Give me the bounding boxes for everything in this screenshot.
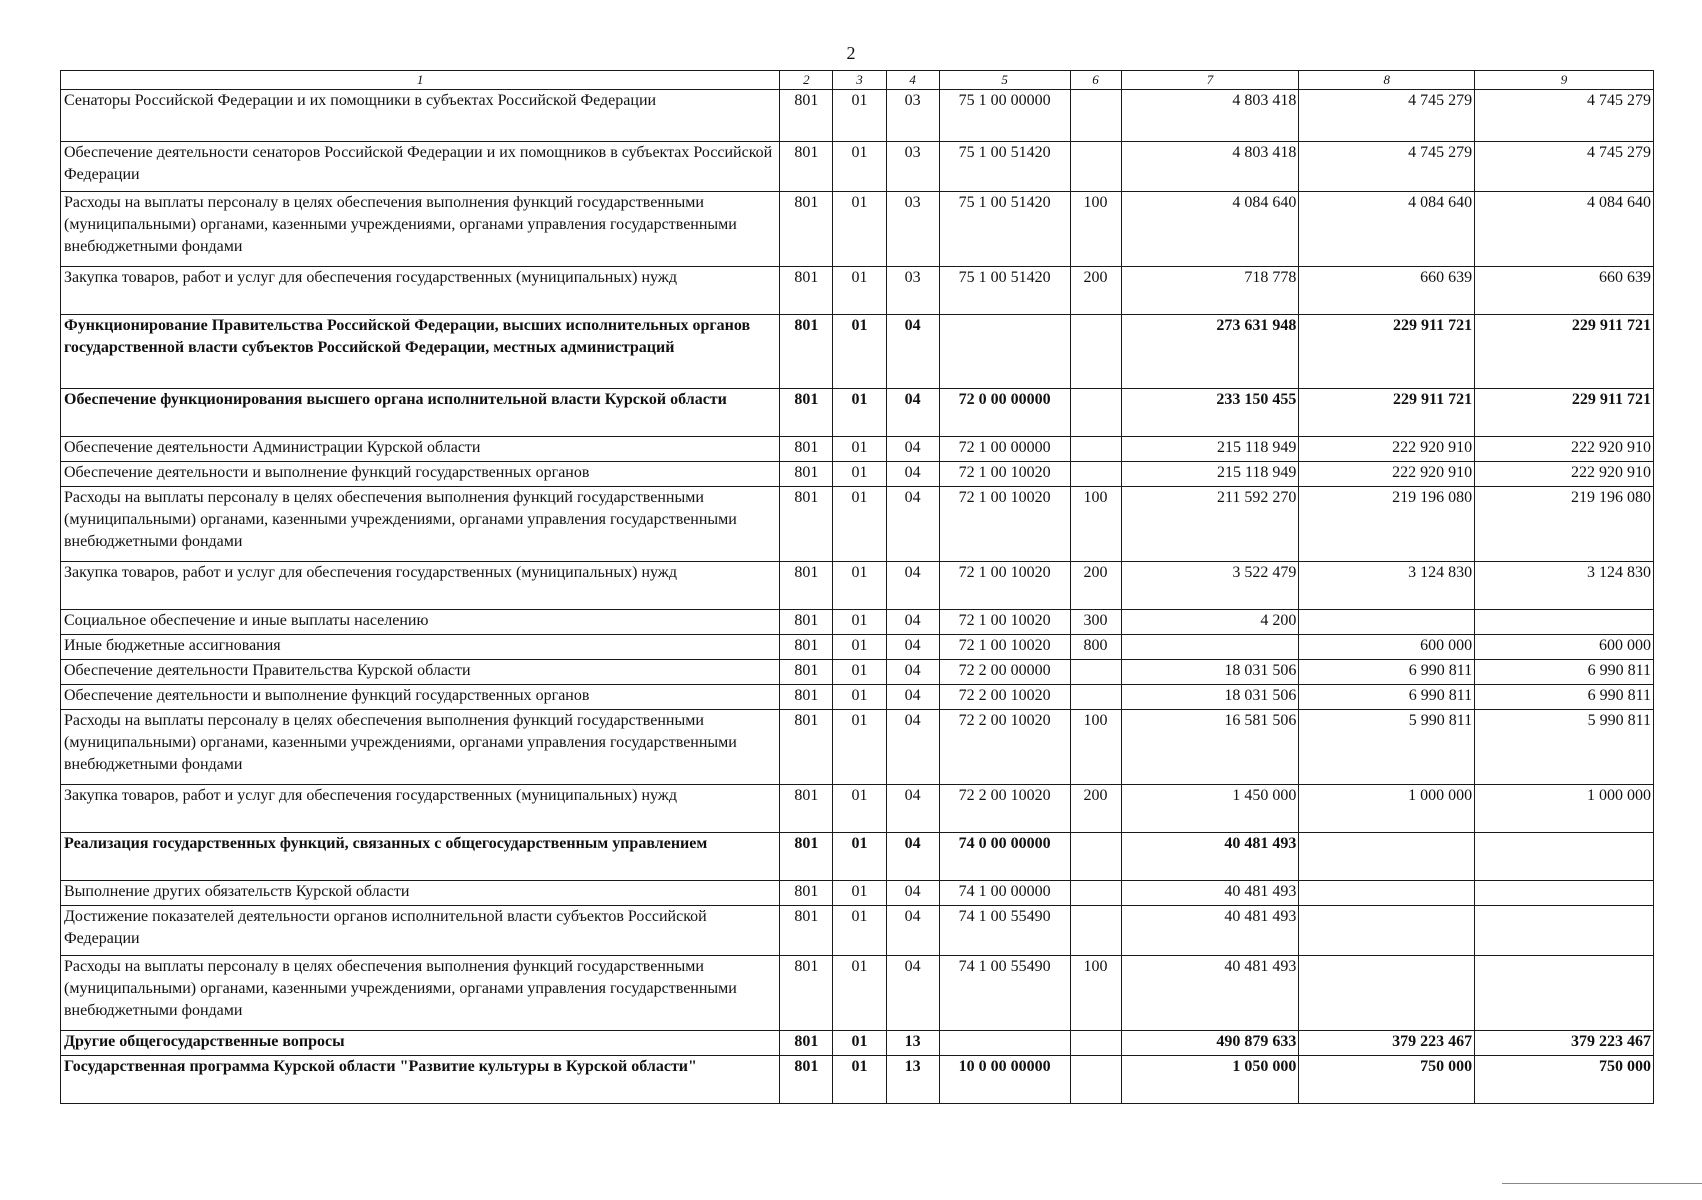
row-name: Обеспечение деятельности и выполнение функций государственных органов: [61, 462, 780, 487]
table-row: [61, 710, 1654, 785]
row-name: Обеспечение деятельности Администрации Курской области: [61, 437, 780, 462]
row-amount-col7: 718 778: [1121, 267, 1299, 315]
row-vr-code: [1070, 462, 1121, 487]
row-amount-col7: 1 450 000: [1121, 785, 1299, 833]
row-csr-code: 74 1 00 00000: [939, 881, 1070, 906]
row-name: Функционирование Правительства Российской Федерации, высших исполнительных органов государственной власти субъектов Российской Федерации, местных администраций: [61, 315, 780, 389]
row-rz-code: 01: [833, 881, 886, 906]
row-rz-code: 01: [833, 635, 886, 660]
row-amount-col7: 3 522 479: [1121, 562, 1299, 610]
row-gr-code: 801: [780, 437, 833, 462]
row-vr-code: [1070, 90, 1121, 142]
row-name: Расходы на выплаты персоналу в целях обеспечения выполнения функций государственными (муниципальными) органами, казенными учреждениями, органами управления государственными внебюджетными фондами: [61, 710, 780, 785]
row-amount-col9: 229 911 721: [1475, 389, 1654, 437]
row-gr-code: 801: [780, 142, 833, 192]
row-amount-col9: 4 745 279: [1475, 90, 1654, 142]
row-csr-code: 75 1 00 51420: [939, 142, 1070, 192]
row-amount-col9: 222 920 910: [1475, 462, 1654, 487]
table-row: [61, 90, 1654, 142]
row-amount-col8: 222 920 910: [1299, 437, 1475, 462]
row-rz-code: 01: [833, 685, 886, 710]
row-vr-code: [1070, 142, 1121, 192]
row-vr-code: 300: [1070, 610, 1121, 635]
row-name: Обеспечение функционирования высшего органа исполнительной власти Курской области: [61, 389, 780, 437]
row-rz-code: 01: [833, 1031, 886, 1056]
row-name: Государственная программа Курской области "Развитие культуры в Курской области": [61, 1056, 780, 1104]
row-amount-col9: 4 745 279: [1475, 142, 1654, 192]
table-row: [61, 142, 1654, 192]
row-name: Выполнение других обязательств Курской области: [61, 881, 780, 906]
row-rz-code: 01: [833, 833, 886, 881]
table-row: [61, 785, 1654, 833]
row-amount-col7: 18 031 506: [1121, 685, 1299, 710]
row-csr-code: 72 1 00 10020: [939, 635, 1070, 660]
row-gr-code: 801: [780, 881, 833, 906]
row-csr-code: 72 2 00 10020: [939, 785, 1070, 833]
row-gr-code: 801: [780, 710, 833, 785]
row-csr-code: 74 0 00 00000: [939, 833, 1070, 881]
row-rz-code: 01: [833, 710, 886, 785]
table-row: [61, 1056, 1654, 1104]
row-gr-code: 801: [780, 462, 833, 487]
row-amount-col7: 233 150 455: [1121, 389, 1299, 437]
row-csr-code: 74 1 00 55490: [939, 906, 1070, 956]
table-row: [61, 833, 1654, 881]
row-gr-code: 801: [780, 487, 833, 562]
row-amount-col8: 6 990 811: [1299, 685, 1475, 710]
row-pr-code: 03: [886, 267, 939, 315]
row-amount-col8: 6 990 811: [1299, 660, 1475, 685]
row-csr-code: [939, 315, 1070, 389]
row-vr-code: 100: [1070, 956, 1121, 1031]
row-name: Реализация государственных функций, связанных с общегосударственным управлением: [61, 833, 780, 881]
row-pr-code: 04: [886, 710, 939, 785]
row-pr-code: 13: [886, 1031, 939, 1056]
row-pr-code: 03: [886, 142, 939, 192]
row-amount-col9: 600 000: [1475, 635, 1654, 660]
row-gr-code: 801: [780, 90, 833, 142]
row-gr-code: 801: [780, 785, 833, 833]
row-gr-code: 801: [780, 956, 833, 1031]
table-row: [61, 635, 1654, 660]
row-vr-code: [1070, 685, 1121, 710]
row-vr-code: 100: [1070, 710, 1121, 785]
row-amount-col7: 18 031 506: [1121, 660, 1299, 685]
table-row: [61, 462, 1654, 487]
column-header-1: 1: [61, 71, 780, 90]
column-header-8: 8: [1299, 71, 1475, 90]
row-vr-code: 100: [1070, 487, 1121, 562]
row-csr-code: [939, 1031, 1070, 1056]
row-amount-col9: 219 196 080: [1475, 487, 1654, 562]
row-pr-code: 04: [886, 881, 939, 906]
table-row: [61, 610, 1654, 635]
row-csr-code: 72 1 00 00000: [939, 437, 1070, 462]
row-amount-col9: [1475, 881, 1654, 906]
row-csr-code: 75 1 00 51420: [939, 192, 1070, 267]
row-amount-col8: 4 745 279: [1299, 142, 1475, 192]
row-gr-code: 801: [780, 1056, 833, 1104]
row-pr-code: 04: [886, 562, 939, 610]
row-amount-col9: 3 124 830: [1475, 562, 1654, 610]
row-pr-code: 04: [886, 610, 939, 635]
row-gr-code: 801: [780, 562, 833, 610]
row-vr-code: 200: [1070, 267, 1121, 315]
row-name: Достижение показателей деятельности органов исполнительной власти субъектов Российской Федерации: [61, 906, 780, 956]
row-vr-code: [1070, 437, 1121, 462]
row-amount-col9: 750 000: [1475, 1056, 1654, 1104]
row-name: Обеспечение деятельности Правительства Курской области: [61, 660, 780, 685]
row-name: Расходы на выплаты персоналу в целях обеспечения выполнения функций государственными (муниципальными) органами, казенными учреждениями, органами управления государственными внебюджетными фондами: [61, 192, 780, 267]
column-header-7: 7: [1121, 71, 1299, 90]
column-header-2: 2: [780, 71, 833, 90]
row-amount-col7: 4 803 418: [1121, 90, 1299, 142]
row-csr-code: 72 2 00 00000: [939, 660, 1070, 685]
row-csr-code: 74 1 00 55490: [939, 956, 1070, 1031]
row-rz-code: 01: [833, 462, 886, 487]
row-amount-col8: [1299, 610, 1475, 635]
row-pr-code: 04: [886, 635, 939, 660]
row-rz-code: 01: [833, 1056, 886, 1104]
row-amount-col9: 6 990 811: [1475, 685, 1654, 710]
row-vr-code: [1070, 1056, 1121, 1104]
row-name: Расходы на выплаты персоналу в целях обеспечения выполнения функций государственными (муниципальными) органами, казенными учреждениями, органами управления государственными внебюджетными фондами: [61, 487, 780, 562]
row-pr-code: 04: [886, 906, 939, 956]
row-pr-code: 04: [886, 956, 939, 1031]
row-vr-code: [1070, 833, 1121, 881]
table-row: [61, 956, 1654, 1031]
row-amount-col8: 750 000: [1299, 1056, 1475, 1104]
row-gr-code: 801: [780, 389, 833, 437]
row-rz-code: 01: [833, 90, 886, 142]
row-amount-col8: 3 124 830: [1299, 562, 1475, 610]
row-rz-code: 01: [833, 192, 886, 267]
row-vr-code: [1070, 881, 1121, 906]
row-rz-code: 01: [833, 562, 886, 610]
row-amount-col9: [1475, 833, 1654, 881]
row-amount-col7: 490 879 633: [1121, 1031, 1299, 1056]
table-body: [61, 90, 1654, 1104]
row-name: Другие общегосударственные вопросы: [61, 1031, 780, 1056]
row-amount-col7: 1 050 000: [1121, 1056, 1299, 1104]
row-rz-code: 01: [833, 660, 886, 685]
row-amount-col9: 660 639: [1475, 267, 1654, 315]
row-vr-code: 100: [1070, 192, 1121, 267]
row-amount-col8: 219 196 080: [1299, 487, 1475, 562]
table-row: [61, 562, 1654, 610]
row-name: Закупка товаров, работ и услуг для обеспечения государственных (муниципальных) нужд: [61, 785, 780, 833]
row-rz-code: 01: [833, 142, 886, 192]
row-amount-col7: [1121, 635, 1299, 660]
row-amount-col7: 273 631 948: [1121, 315, 1299, 389]
row-vr-code: [1070, 1031, 1121, 1056]
row-name: Сенаторы Российской Федерации и их помощники в субъектах Российской Федерации: [61, 90, 780, 142]
column-header-9: 9: [1475, 71, 1654, 90]
row-gr-code: 801: [780, 833, 833, 881]
row-name: Обеспечение деятельности и выполнение функций государственных органов: [61, 685, 780, 710]
row-pr-code: 13: [886, 1056, 939, 1104]
row-amount-col9: 229 911 721: [1475, 315, 1654, 389]
row-vr-code: [1070, 315, 1121, 389]
row-amount-col9: [1475, 610, 1654, 635]
row-amount-col8: 4 084 640: [1299, 192, 1475, 267]
row-rz-code: 01: [833, 956, 886, 1031]
row-csr-code: 72 1 00 10020: [939, 462, 1070, 487]
row-pr-code: 03: [886, 90, 939, 142]
row-amount-col8: 600 000: [1299, 635, 1475, 660]
row-amount-col8: [1299, 881, 1475, 906]
table-row: [61, 487, 1654, 562]
table-row: [61, 881, 1654, 906]
row-amount-col8: 229 911 721: [1299, 315, 1475, 389]
row-amount-col9: [1475, 906, 1654, 956]
row-amount-col9: [1475, 956, 1654, 1031]
row-gr-code: 801: [780, 610, 833, 635]
row-amount-col8: 660 639: [1299, 267, 1475, 315]
row-rz-code: 01: [833, 487, 886, 562]
row-rz-code: 01: [833, 785, 886, 833]
row-amount-col8: 5 990 811: [1299, 710, 1475, 785]
row-amount-col9: 5 990 811: [1475, 710, 1654, 785]
row-amount-col8: [1299, 833, 1475, 881]
row-pr-code: 04: [886, 833, 939, 881]
row-vr-code: [1070, 389, 1121, 437]
row-gr-code: 801: [780, 660, 833, 685]
scan-edge-line: [1502, 1183, 1702, 1184]
row-pr-code: 04: [886, 389, 939, 437]
row-pr-code: 04: [886, 437, 939, 462]
row-rz-code: 01: [833, 610, 886, 635]
column-number-header-row: [61, 71, 1654, 90]
table-row: [61, 389, 1654, 437]
column-header-4: 4: [886, 71, 939, 90]
row-amount-col7: 4 084 640: [1121, 192, 1299, 267]
row-name: Закупка товаров, работ и услуг для обеспечения государственных (муниципальных) нужд: [61, 267, 780, 315]
row-rz-code: 01: [833, 389, 886, 437]
row-pr-code: 04: [886, 660, 939, 685]
budget-table: [60, 70, 1654, 1104]
column-header-5: 5: [939, 71, 1070, 90]
table-row: [61, 660, 1654, 685]
row-pr-code: 04: [886, 487, 939, 562]
row-csr-code: 72 2 00 10020: [939, 685, 1070, 710]
row-pr-code: 04: [886, 785, 939, 833]
row-pr-code: 04: [886, 462, 939, 487]
row-amount-col9: 379 223 467: [1475, 1031, 1654, 1056]
row-amount-col7: 4 200: [1121, 610, 1299, 635]
table-row: [61, 437, 1654, 462]
row-amount-col8: 4 745 279: [1299, 90, 1475, 142]
column-header-3: 3: [833, 71, 886, 90]
row-pr-code: 03: [886, 192, 939, 267]
row-rz-code: 01: [833, 267, 886, 315]
row-vr-code: 200: [1070, 562, 1121, 610]
row-amount-col9: 222 920 910: [1475, 437, 1654, 462]
row-amount-col7: 215 118 949: [1121, 462, 1299, 487]
row-csr-code: 75 1 00 51420: [939, 267, 1070, 315]
row-amount-col7: 40 481 493: [1121, 906, 1299, 956]
row-amount-col8: 379 223 467: [1299, 1031, 1475, 1056]
row-gr-code: 801: [780, 906, 833, 956]
row-name: Обеспечение деятельности сенаторов Российской Федерации и их помощников в субъектах Российской Федерации: [61, 142, 780, 192]
row-name: Социальное обеспечение и иные выплаты населению: [61, 610, 780, 635]
table-row: [61, 267, 1654, 315]
page-number: 2: [846, 43, 856, 63]
row-rz-code: 01: [833, 315, 886, 389]
row-amount-col7: 211 592 270: [1121, 487, 1299, 562]
row-csr-code: 72 2 00 10020: [939, 710, 1070, 785]
row-amount-col8: 222 920 910: [1299, 462, 1475, 487]
row-gr-code: 801: [780, 192, 833, 267]
row-amount-col7: 215 118 949: [1121, 437, 1299, 462]
row-gr-code: 801: [780, 1031, 833, 1056]
table-row: [61, 685, 1654, 710]
row-amount-col8: 229 911 721: [1299, 389, 1475, 437]
row-vr-code: [1070, 660, 1121, 685]
row-amount-col9: 4 084 640: [1475, 192, 1654, 267]
row-vr-code: 800: [1070, 635, 1121, 660]
row-amount-col7: 40 481 493: [1121, 881, 1299, 906]
row-gr-code: 801: [780, 635, 833, 660]
row-vr-code: [1070, 906, 1121, 956]
row-amount-col9: 1 000 000: [1475, 785, 1654, 833]
row-gr-code: 801: [780, 267, 833, 315]
table-row: [61, 1031, 1654, 1056]
row-amount-col7: 4 803 418: [1121, 142, 1299, 192]
row-rz-code: 01: [833, 906, 886, 956]
row-amount-col7: 40 481 493: [1121, 956, 1299, 1031]
row-csr-code: 75 1 00 00000: [939, 90, 1070, 142]
table-row: [61, 192, 1654, 267]
table-row: [61, 315, 1654, 389]
row-csr-code: 72 1 00 10020: [939, 610, 1070, 635]
row-name: Расходы на выплаты персоналу в целях обеспечения выполнения функций государственными (муниципальными) органами, казенными учреждениями, органами управления государственными внебюджетными фондами: [61, 956, 780, 1031]
row-csr-code: 10 0 00 00000: [939, 1056, 1070, 1104]
table-row: [61, 906, 1654, 956]
row-csr-code: 72 0 00 00000: [939, 389, 1070, 437]
row-gr-code: 801: [780, 685, 833, 710]
row-amount-col9: 6 990 811: [1475, 660, 1654, 685]
row-name: Иные бюджетные ассигнования: [61, 635, 780, 660]
row-vr-code: 200: [1070, 785, 1121, 833]
row-rz-code: 01: [833, 437, 886, 462]
column-header-6: 6: [1070, 71, 1121, 90]
row-amount-col8: 1 000 000: [1299, 785, 1475, 833]
row-csr-code: 72 1 00 10020: [939, 562, 1070, 610]
row-gr-code: 801: [780, 315, 833, 389]
row-pr-code: 04: [886, 315, 939, 389]
row-amount-col7: 40 481 493: [1121, 833, 1299, 881]
row-amount-col7: 16 581 506: [1121, 710, 1299, 785]
row-amount-col8: [1299, 956, 1475, 1031]
row-csr-code: 72 1 00 10020: [939, 487, 1070, 562]
row-name: Закупка товаров, работ и услуг для обеспечения государственных (муниципальных) нужд: [61, 562, 780, 610]
row-pr-code: 04: [886, 685, 939, 710]
row-amount-col8: [1299, 906, 1475, 956]
